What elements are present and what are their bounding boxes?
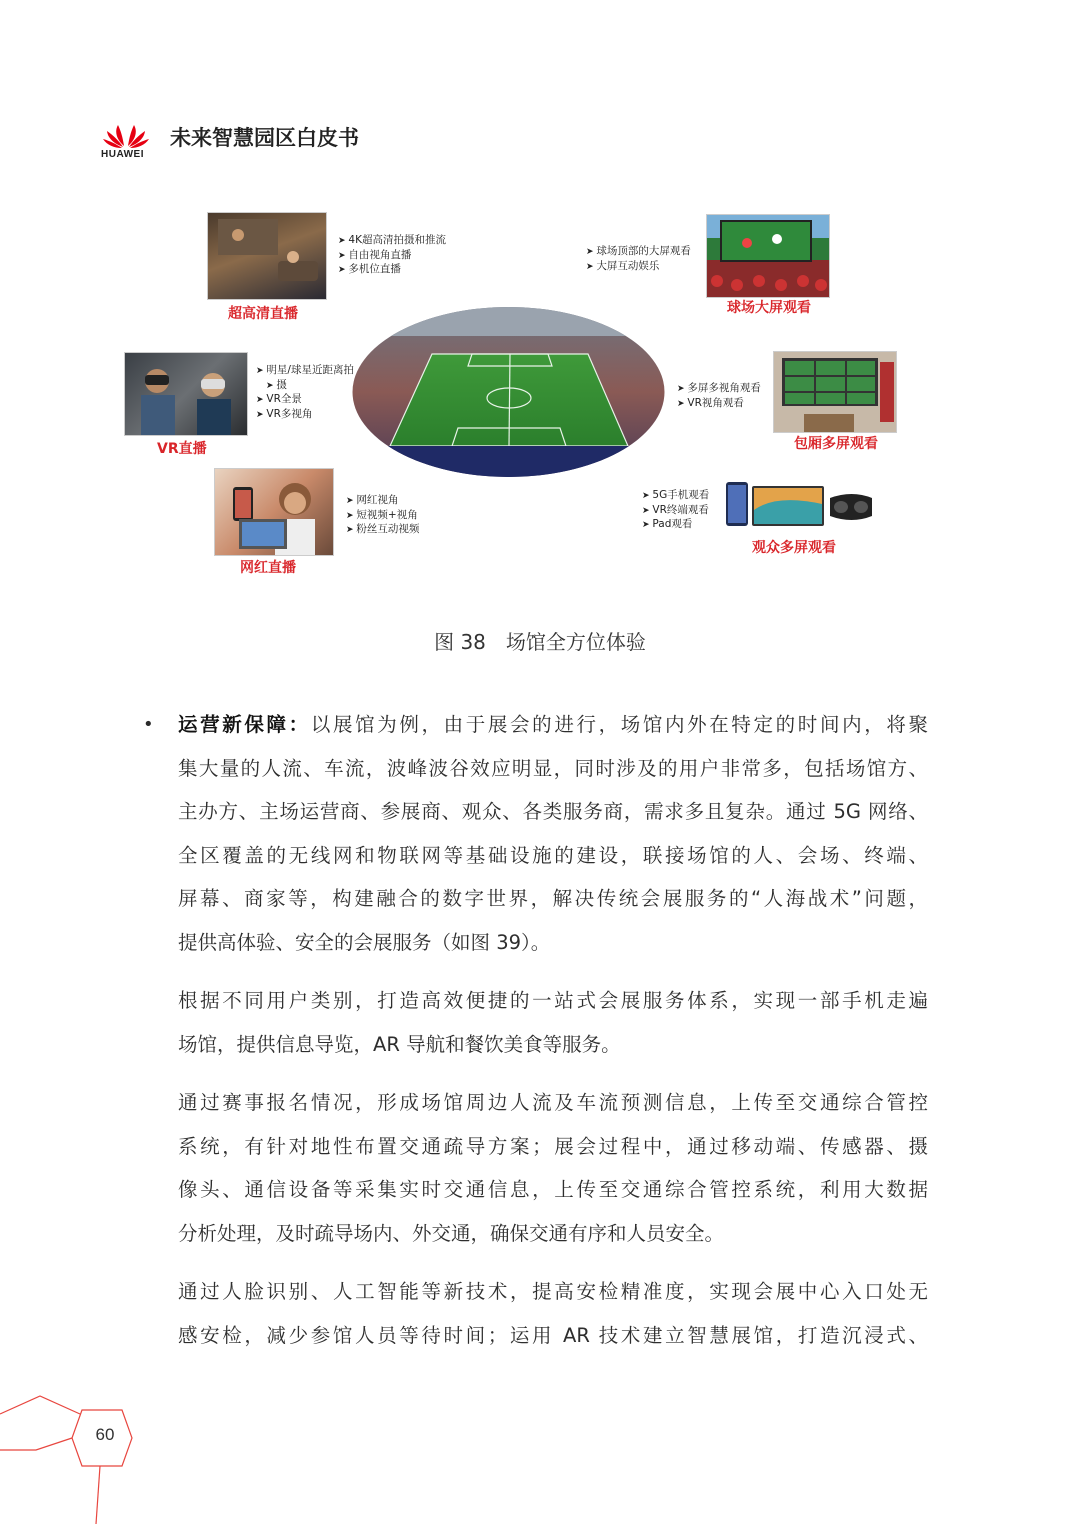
vr-live-label: VR直播 (157, 441, 207, 457)
text-line: 全区覆盖的无线网和物联网等基础设施的建设，联接场馆的人、会场、终端、 (178, 843, 928, 867)
brand-wordmark: HUAWEI (101, 149, 144, 160)
bullet-item: ➤ 球场顶部的大屏观看 (586, 245, 691, 260)
bullet-item: ➤ 粉丝互动视频 (346, 523, 419, 538)
box-multiscreen-photo (773, 351, 897, 433)
figure-caption: 图 38 场馆全方位体验 (434, 630, 646, 654)
text-line: 场馆，提供信息导览，AR 导航和餐饮美食等服务。 (178, 1032, 621, 1056)
bullet-item: ➤ VR全景 (256, 393, 354, 408)
vr-live-photo (124, 352, 248, 436)
bullet-item: ➤ 4K超高清拍摄和推流 (338, 234, 446, 249)
text-line: 系统，有针对地性布置交通疏导方案；展会过程中，通过移动端、传感器、摄 (178, 1134, 928, 1158)
bigscreen-photo (706, 214, 830, 298)
section-heading: 运营新保障： (178, 713, 311, 736)
bullet-item: ➤ 大屏互动娱乐 (586, 260, 691, 275)
influencer-label: 网红直播 (240, 560, 296, 576)
paragraph-security (178, 1270, 928, 1357)
text-line: 根据不同用户类别，打造高效便捷的一站式会展服务体系，实现一部手机走遍 (178, 989, 928, 1012)
text-span: 以展馆为例，由于展会的进行，场馆内外在特定的时间内，将聚 (310, 713, 928, 736)
bigscreen-label: 球场大屏观看 (727, 300, 811, 316)
bullet-item: ➤ VR终端观看 (642, 504, 709, 519)
bigscreen-bullets (586, 245, 691, 274)
page-corner-decoration (0, 1390, 140, 1524)
bullet-item: ➤ 5G手机观看 (642, 489, 709, 504)
text-line: 像头、通信设备等采集实时交通信息，上传至交通综合管控系统，利用大数据 (178, 1178, 928, 1201)
text-line: 集大量的人流、车流，波峰波谷效应明显，同时涉及的用户非常多，包括场馆方、 (178, 756, 928, 780)
bullet-item: ➤ Pad观看 (642, 518, 709, 533)
text-line: 分析处理，及时疏导场内、外交通，确保交通有序和人员安全。 (178, 1221, 725, 1245)
text-line: 提供高体验、安全的会展服务（如图 39）。 (178, 930, 551, 954)
influencer-bullets (346, 494, 419, 538)
page-number: 60 (95, 1425, 115, 1444)
paragraph-operations (178, 703, 928, 964)
audience-devices-image (726, 480, 874, 530)
bullet-item: ➤ 明星/球星近距离拍 (256, 364, 354, 379)
text-line (178, 703, 928, 747)
bullet-item: ➤ 网红视角 (346, 494, 419, 509)
document-title: 未来智慧园区白皮书 (170, 126, 359, 150)
uhd-live-bullets (338, 234, 446, 278)
audience-multiscreen-label: 观众多屏观看 (752, 540, 836, 556)
bullet-item: ➤ 自由视角直播 (338, 249, 446, 264)
influencer-photo (214, 468, 334, 556)
audience-multiscreen-bullets (642, 489, 709, 533)
text-line: 屏幕、商家等，构建融合的数字世界，解决传统会展服务的“人海战术”问题， (178, 887, 928, 910)
stadium-image (352, 306, 665, 478)
paragraph-traffic (178, 1081, 928, 1255)
text-line: 感安检，减少参馆人员等待时间；运用 AR 技术建立智慧展馆，打造沉浸式、 (178, 1323, 928, 1347)
uhd-live-photo (207, 212, 327, 300)
bullet-marker: • (143, 714, 154, 735)
vr-live-bullets (256, 364, 354, 422)
bullet-item: ➤ 多屏多视角观看 (677, 382, 761, 397)
paragraph-user-services (178, 979, 928, 1066)
bullet-item: ➤ 多机位直播 (338, 263, 446, 278)
bullet-item: ➤ VR视角观看 (677, 397, 761, 412)
bullet-item-continued (256, 379, 354, 394)
box-multiscreen-label: 包厢多屏观看 (794, 436, 878, 452)
box-multiscreen-bullets (677, 382, 761, 411)
text-line: 通过人脸识别、人工智能等新技术，提高安检精准度，实现会展中心入口处无 (178, 1280, 928, 1303)
text-line: 主办方、主场运营商、参展商、观众、各类服务商，需求多且复杂。通过 5G 网络、 (178, 800, 928, 823)
uhd-live-label: 超高清直播 (228, 306, 298, 322)
text-line: 通过赛事报名情况，形成场馆周边人流及车流预测信息，上传至交通综合管控 (178, 1091, 928, 1114)
bullet-item: ➤ 短视频+视角 (346, 509, 419, 524)
bullet-item: ➤ VR多视角 (256, 408, 354, 423)
bullet-text: 摄 (276, 378, 287, 391)
